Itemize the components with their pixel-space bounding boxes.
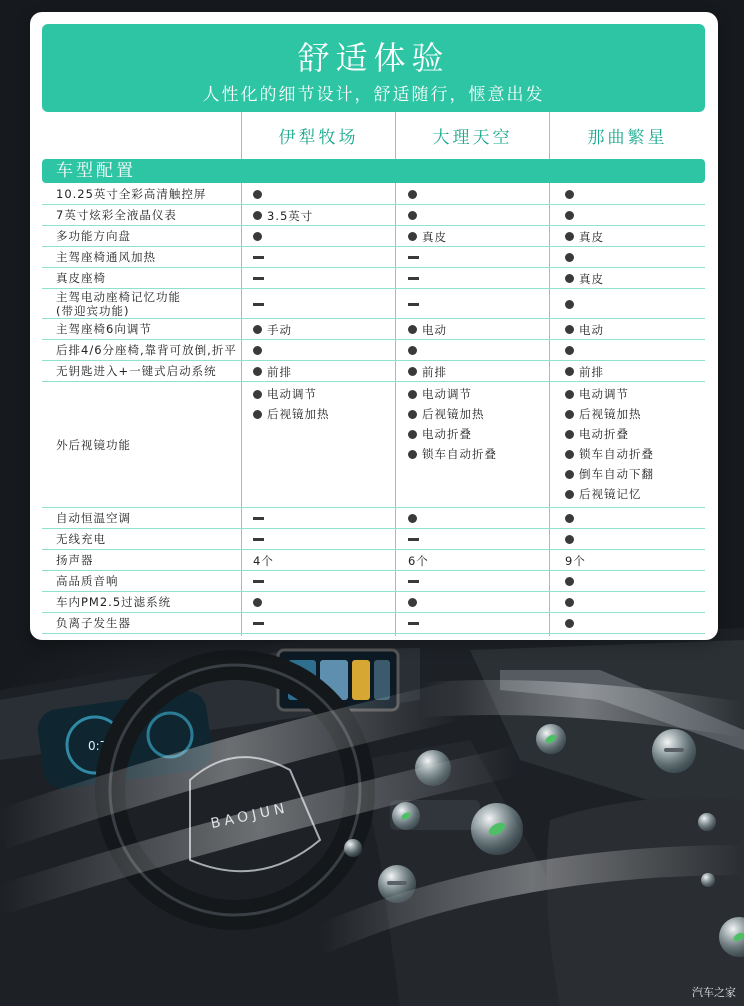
row-label bbox=[56, 268, 246, 288]
trim-3-cell bbox=[565, 289, 705, 318]
spec-value bbox=[565, 320, 604, 340]
spec-value bbox=[408, 530, 419, 550]
spec-value bbox=[408, 404, 485, 424]
included-dot-icon bbox=[408, 232, 417, 241]
spec-value bbox=[253, 341, 267, 361]
spec-value bbox=[253, 614, 264, 634]
not-available-dash-icon bbox=[408, 538, 419, 541]
trim-1-cell bbox=[253, 592, 403, 612]
spec-value-text: 电动 bbox=[579, 322, 604, 337]
row-label bbox=[56, 289, 246, 318]
trim-1-cell bbox=[253, 319, 403, 339]
table-row bbox=[42, 226, 705, 247]
spec-value bbox=[565, 509, 579, 529]
trim-1-cell bbox=[253, 226, 403, 246]
included-dot-icon bbox=[565, 211, 574, 220]
spec-value bbox=[253, 294, 264, 314]
trim-header-3: 那曲繁星 bbox=[587, 127, 668, 148]
row-label bbox=[56, 529, 246, 549]
table-row bbox=[42, 268, 705, 289]
row-label-text: 10.25英寸全彩高清触控屏 bbox=[56, 187, 207, 201]
spec-value bbox=[565, 614, 579, 634]
spec-value-text: 电动折叠 bbox=[422, 427, 472, 441]
row-label-text: 多功能方向盘 bbox=[56, 229, 131, 243]
trim-3-cell bbox=[565, 340, 705, 360]
row-label-text: 扬声器 bbox=[56, 553, 94, 567]
included-dot-icon bbox=[408, 325, 417, 334]
trim-1-cell bbox=[253, 550, 403, 570]
spec-value bbox=[253, 269, 264, 289]
not-available-dash-icon bbox=[408, 580, 419, 583]
spec-value bbox=[253, 551, 274, 571]
table-row bbox=[42, 319, 705, 340]
spec-value-text: 电动调节 bbox=[579, 387, 629, 401]
trim-2-cell bbox=[408, 529, 558, 549]
included-dot-icon bbox=[565, 346, 574, 355]
spec-value bbox=[408, 572, 419, 592]
included-dot-icon bbox=[253, 598, 262, 607]
trim-3-cell bbox=[565, 268, 705, 288]
row-label-text: (带迎宾功能) bbox=[56, 303, 130, 318]
trim-2-cell bbox=[408, 592, 558, 612]
spec-value bbox=[565, 362, 604, 382]
trim-1-cell bbox=[253, 247, 403, 267]
spec-value-text: 电动 bbox=[422, 322, 447, 337]
trim-1-cell bbox=[253, 184, 403, 204]
trim-1-cell bbox=[253, 268, 403, 288]
included-dot-icon bbox=[565, 430, 574, 439]
included-dot-icon bbox=[565, 300, 574, 309]
spec-value bbox=[565, 424, 629, 444]
included-dot-icon bbox=[565, 274, 574, 283]
not-available-dash-icon bbox=[408, 277, 419, 280]
table-row bbox=[42, 289, 705, 319]
trim-2-cell bbox=[408, 205, 558, 225]
spec-value bbox=[253, 248, 264, 268]
row-label-text: 后排4/6分座椅,靠背可放倒,折平 bbox=[56, 343, 237, 357]
spec-value bbox=[565, 572, 579, 592]
row-label bbox=[56, 592, 246, 612]
spec-value-text: 电动折叠 bbox=[579, 427, 629, 441]
trim-header-2: 大理天空 bbox=[432, 127, 513, 148]
table-row bbox=[42, 592, 705, 613]
spec-value-text: 6个 bbox=[408, 553, 429, 568]
row-label bbox=[56, 205, 246, 225]
spec-value bbox=[408, 227, 447, 247]
trim-2-cell bbox=[408, 289, 558, 318]
spec-value bbox=[565, 341, 579, 361]
row-label bbox=[56, 613, 246, 633]
trim-2-cell bbox=[408, 247, 558, 267]
spec-value-text: 真皮 bbox=[422, 229, 447, 244]
trim-3-cell bbox=[565, 592, 705, 612]
page-subtitle: 人性化的细节设计，舒适随行，惬意出发 bbox=[202, 85, 545, 105]
spec-value-text: 前排 bbox=[579, 364, 604, 379]
spec-value-text: 前排 bbox=[267, 364, 292, 379]
trim-3-cell bbox=[565, 571, 705, 591]
spec-value bbox=[253, 384, 317, 404]
included-dot-icon bbox=[408, 598, 417, 607]
included-dot-icon bbox=[253, 325, 262, 334]
spec-value-text: 前排 bbox=[422, 364, 447, 379]
included-dot-icon bbox=[253, 346, 262, 355]
spec-value bbox=[408, 593, 422, 613]
spec-value bbox=[565, 269, 604, 289]
not-available-dash-icon bbox=[253, 622, 264, 625]
spec-value bbox=[408, 185, 422, 205]
trim-2-cell bbox=[408, 571, 558, 591]
included-dot-icon bbox=[565, 619, 574, 628]
spec-value-text: 锁车自动折叠 bbox=[579, 447, 654, 461]
included-dot-icon bbox=[408, 450, 417, 459]
trim-2-cell bbox=[408, 226, 558, 246]
trim-3-cell bbox=[565, 361, 705, 381]
row-label-text: 自动恒温空调 bbox=[56, 511, 131, 525]
trim-3-cell bbox=[565, 205, 705, 225]
watermark: 汽车之家 bbox=[692, 986, 736, 999]
spec-value-text: 后视镜加热 bbox=[267, 407, 330, 421]
not-available-dash-icon bbox=[408, 303, 419, 306]
row-label-text: 主驾电动座椅记忆功能 bbox=[56, 289, 181, 304]
included-dot-icon bbox=[253, 232, 262, 241]
trim-2-cell bbox=[408, 184, 558, 204]
spec-value bbox=[408, 248, 419, 268]
trim-2-cell bbox=[408, 319, 558, 339]
trim-1-cell bbox=[253, 205, 403, 225]
trim-2-cell bbox=[408, 268, 558, 288]
spec-value bbox=[408, 551, 429, 571]
spec-value-text: 手动 bbox=[267, 322, 292, 337]
spec-value bbox=[408, 444, 497, 464]
included-dot-icon bbox=[408, 390, 417, 399]
row-label-text: 主驾座椅6向调节 bbox=[56, 322, 152, 336]
included-dot-icon bbox=[565, 410, 574, 419]
trim-2-cell bbox=[408, 508, 558, 528]
spec-value-text: 真皮 bbox=[579, 271, 604, 286]
row-label bbox=[56, 571, 246, 591]
row-label-text: 无线充电 bbox=[56, 532, 106, 546]
included-dot-icon bbox=[408, 514, 417, 523]
row-label bbox=[56, 550, 246, 570]
row-label-text: 高品质音响 bbox=[56, 574, 119, 588]
spec-value bbox=[408, 614, 419, 634]
included-dot-icon bbox=[408, 346, 417, 355]
spec-value-text: 电动调节 bbox=[422, 387, 472, 401]
section-header: 车型配置 bbox=[42, 159, 705, 183]
row-label-text: 主驾座椅通风加热 bbox=[56, 250, 156, 264]
trim-3-cell bbox=[565, 226, 705, 246]
not-available-dash-icon bbox=[253, 580, 264, 583]
included-dot-icon bbox=[408, 430, 417, 439]
spec-value bbox=[253, 206, 313, 226]
included-dot-icon bbox=[565, 470, 574, 479]
spec-value bbox=[565, 404, 642, 424]
row-label-text: 车内PM2.5过滤系统 bbox=[56, 595, 172, 609]
included-dot-icon bbox=[253, 367, 262, 376]
spec-value bbox=[565, 206, 579, 226]
trim-2-cell bbox=[408, 382, 558, 507]
included-dot-icon bbox=[408, 190, 417, 199]
trim-1-cell bbox=[253, 571, 403, 591]
included-dot-icon bbox=[408, 367, 417, 376]
included-dot-icon bbox=[565, 598, 574, 607]
table-row bbox=[42, 571, 705, 592]
included-dot-icon bbox=[253, 211, 262, 220]
spec-value bbox=[565, 484, 642, 504]
spec-value bbox=[253, 593, 267, 613]
row-label bbox=[56, 361, 246, 381]
spec-value-text: 真皮 bbox=[579, 229, 604, 244]
trim-1-cell bbox=[253, 508, 403, 528]
not-available-dash-icon bbox=[253, 256, 264, 259]
included-dot-icon bbox=[408, 410, 417, 419]
table-row bbox=[42, 508, 705, 529]
spec-value bbox=[565, 444, 654, 464]
spec-value-text: 4个 bbox=[253, 553, 274, 568]
row-label bbox=[56, 508, 246, 528]
trim-3-cell bbox=[565, 184, 705, 204]
spec-value-text: 锁车自动折叠 bbox=[422, 447, 497, 461]
trim-header-1: 伊犁牧场 bbox=[278, 127, 359, 148]
spec-value bbox=[253, 530, 264, 550]
spec-value bbox=[253, 362, 292, 382]
spec-value bbox=[565, 384, 629, 404]
spec-value bbox=[408, 294, 419, 314]
hero-banner bbox=[42, 24, 705, 112]
included-dot-icon bbox=[565, 535, 574, 544]
included-dot-icon bbox=[565, 577, 574, 586]
table-row bbox=[42, 550, 705, 571]
not-available-dash-icon bbox=[253, 303, 264, 306]
trim-3-cell bbox=[565, 319, 705, 339]
table-row bbox=[42, 340, 705, 361]
row-label-text: 外后视镜功能 bbox=[56, 437, 131, 452]
included-dot-icon bbox=[565, 367, 574, 376]
spec-value bbox=[253, 404, 330, 424]
spec-value bbox=[565, 530, 579, 550]
row-label-text: 7英寸炫彩全液晶仪表 bbox=[56, 208, 177, 222]
trim-2-cell bbox=[408, 340, 558, 360]
spec-value bbox=[408, 206, 422, 226]
row-label bbox=[56, 184, 246, 204]
not-available-dash-icon bbox=[253, 517, 264, 520]
spec-value bbox=[253, 572, 264, 592]
spec-value bbox=[565, 185, 579, 205]
spec-value-text: 后视镜加热 bbox=[422, 407, 485, 421]
included-dot-icon bbox=[565, 450, 574, 459]
spec-value bbox=[408, 269, 419, 289]
row-label bbox=[56, 382, 246, 507]
included-dot-icon bbox=[565, 232, 574, 241]
spec-value-text: 9个 bbox=[565, 553, 586, 568]
table-row bbox=[42, 247, 705, 268]
table-row bbox=[42, 184, 705, 205]
trim-3-cell bbox=[565, 550, 705, 570]
spec-value bbox=[565, 593, 579, 613]
included-dot-icon bbox=[408, 211, 417, 220]
spec-value-text: 3.5英寸 bbox=[267, 208, 314, 223]
spec-value bbox=[565, 551, 586, 571]
trim-2-cell bbox=[408, 550, 558, 570]
included-dot-icon bbox=[253, 410, 262, 419]
included-dot-icon bbox=[565, 490, 574, 499]
cluster-readout: 0:7 bbox=[88, 739, 108, 753]
included-dot-icon bbox=[565, 190, 574, 199]
spec-value bbox=[408, 509, 422, 529]
table-row bbox=[42, 529, 705, 550]
not-available-dash-icon bbox=[408, 622, 419, 625]
included-dot-icon bbox=[565, 390, 574, 399]
spec-value bbox=[565, 248, 579, 268]
row-label bbox=[56, 319, 246, 339]
trim-3-cell bbox=[565, 508, 705, 528]
trim-1-cell bbox=[253, 361, 403, 381]
trim-3-cell bbox=[565, 613, 705, 633]
not-available-dash-icon bbox=[253, 538, 264, 541]
included-dot-icon bbox=[565, 253, 574, 262]
spec-value-text: 电动调节 bbox=[267, 387, 317, 401]
trim-1-cell bbox=[253, 613, 403, 633]
row-label-text: 真皮座椅 bbox=[56, 271, 106, 285]
spec-value bbox=[253, 185, 267, 205]
spec-value bbox=[565, 294, 579, 314]
trim-1-cell bbox=[253, 289, 403, 318]
spec-value bbox=[408, 424, 472, 444]
row-label bbox=[56, 247, 246, 267]
spec-value bbox=[408, 320, 447, 340]
spec-value bbox=[565, 464, 654, 484]
not-available-dash-icon bbox=[408, 256, 419, 259]
table-row bbox=[42, 361, 705, 382]
row-label bbox=[56, 226, 246, 246]
trim-3-cell bbox=[565, 529, 705, 549]
steering-logo: BAOJUN bbox=[209, 800, 290, 833]
included-dot-icon bbox=[565, 514, 574, 523]
trim-1-cell bbox=[253, 340, 403, 360]
spec-value bbox=[253, 509, 264, 529]
included-dot-icon bbox=[253, 190, 262, 199]
spec-value bbox=[408, 384, 472, 404]
page-title: 舒适体验 bbox=[297, 39, 450, 77]
spec-value-text: 后视镜加热 bbox=[579, 407, 642, 421]
spec-value-text: 后视镜记忆 bbox=[579, 487, 642, 501]
trim-3-cell bbox=[565, 382, 705, 507]
spec-value-text: 倒车自动下翻 bbox=[579, 467, 654, 481]
trim-1-cell bbox=[253, 382, 403, 507]
included-dot-icon bbox=[565, 325, 574, 334]
included-dot-icon bbox=[253, 390, 262, 399]
spec-value bbox=[253, 320, 292, 340]
table-row bbox=[42, 205, 705, 226]
row-label-text: 无钥匙进入+一键式启动系统 bbox=[56, 364, 217, 378]
spec-value bbox=[408, 362, 447, 382]
trim-2-cell bbox=[408, 361, 558, 381]
row-label-text: 负离子发生器 bbox=[56, 616, 131, 630]
table-row bbox=[42, 613, 705, 634]
trim-2-cell bbox=[408, 613, 558, 633]
trim-1-cell bbox=[253, 529, 403, 549]
not-available-dash-icon bbox=[253, 277, 264, 280]
spec-card bbox=[30, 12, 718, 640]
spec-value bbox=[408, 341, 422, 361]
trim-3-cell bbox=[565, 247, 705, 267]
spec-value bbox=[253, 227, 267, 247]
spec-value bbox=[565, 227, 604, 247]
row-label bbox=[56, 340, 246, 360]
table-row bbox=[42, 382, 705, 508]
